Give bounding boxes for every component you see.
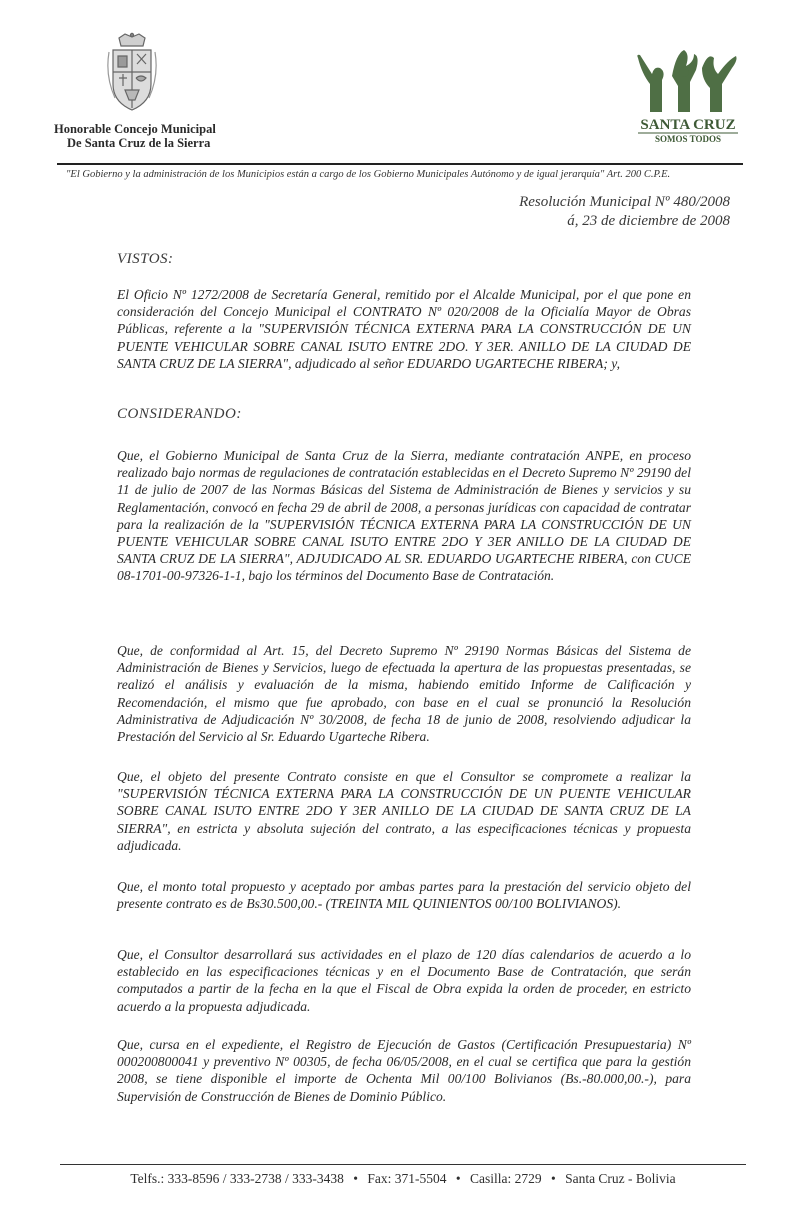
considerando-paragraph-6: Que, cursa en el expediente, el Registro de Ejecución de Gastos (Certificación Presupuestaria) Nº 000200800041 y preventivo Nº 00305, de fecha 06/05/2008, en el cual se certifica que para la gestión 2008, se tiene disponible el importe de Ochenta Mil 00/100 Bolivianos (Bs.-80.000,00.-), para Supervisión de Construcción de Bienes de Dominio Público.: [117, 1037, 691, 1104]
logo-text-top: SANTA CRUZ: [640, 117, 736, 133]
considerando-heading: CONSIDERANDO:: [117, 406, 242, 422]
santa-cruz-logo: [632, 48, 744, 144]
coat-of-arms-icon: [105, 32, 159, 114]
council-name-line1: Honorable Concejo Municipal: [54, 122, 216, 136]
considerando-paragraph-2: Que, de conformidad al Art. 15, del Decreto Supremo Nº 29190 Normas Básicas del Sistema de Administración de Bienes y Servicios, luego de efectuada la apertura de las propuestas presentadas, se realizó el análisis y evaluación de la misma, habiendo emitido Informe de Calificación y Recomendación, el mismo que fue aprobado, con base en el cual se pronunció la Resolución Administrativa de Adjudicación Nº 30/2008, de fecha 18 de junio de 2008, resolviendo adjudicar la Prestación del Servicio al Sr. Eduardo Ugarteche Ribera.: [117, 643, 691, 745]
footer-po-box: Casilla: 2729: [469, 1171, 542, 1186]
resolution-header: [430, 193, 730, 231]
footer-separator: •: [455, 1171, 461, 1186]
considerando-paragraph-5: Que, el Consultor desarrollará sus actividades en el plazo de 120 días calendarios de acuerdo a lo establecido en las especificaciones técnicas y en el Documento Base de Contratación, que serán computados a partir de la fecha en la que el Fiscal de Obra expida la orden de proceder, en estricto acuerdo a la propuesta adjudicada.: [117, 947, 691, 1014]
footer-phones: Telfs.: 333-8596 / 333-2738 / 333-3438: [130, 1171, 344, 1186]
footer-separator: •: [353, 1171, 358, 1186]
footer-fax: Fax: 371-5504: [367, 1171, 447, 1186]
footer-location: Santa Cruz - Bolivia: [565, 1171, 676, 1186]
header-divider: [57, 163, 743, 165]
council-name: [54, 122, 254, 150]
vistos-paragraph: El Oficio Nº 1272/2008 de Secretaría General, remitido por el Alcalde Municipal, por el que pone en consideración del Concejo Municipal el CONTRATO Nº 020/2008 de la Oficialía Mayor de Obras Públicas, referente a la "SUPERVISIÓN TÉCNICA EXTERNA PARA LA CONSTRUCCIÓN DE UN PUENTE VEHICULAR SOBRE CANAL ISUTO ENTRE 2DO. Y 3ER. ANILLO DE LA CIUDAD DE SANTA CRUZ DE LA SIERRA", adjudicado al señor EDUARDO UGARTECHE RIBERA; y,: [117, 287, 691, 371]
footer-contact: [60, 1171, 746, 1187]
footer-divider: [60, 1164, 746, 1165]
logo-text-bottom: SOMOS TODOS: [655, 134, 721, 144]
considerando-paragraph-3: Que, el objeto del presente Contrato consiste en que el Consultor se compromete a realizar la "SUPERVISIÓN TÉCNICA EXTERNA PARA LA CONSTRUCCIÓN DE UN PUENTE VEHICULAR SOBRE CANAL ISUTO ENTRE 2DO Y 3ER ANILLO DE LA CIUDAD DE SANTA CRUZ DE LA SIERRA", en estricta y absoluta sujeción del contrato, a las especificaciones técnicas y propuesta adjudicada.: [117, 769, 691, 853]
footer-separator: •: [550, 1171, 556, 1186]
considerando-paragraph-1: Que, el Gobierno Municipal de Santa Cruz de la Sierra, mediante contratación ANPE, en proceso realizado bajo normas de regulaciones de contratación establecidas en el Decreto Supremo Nº 29190 del 11 de julio de 2007 de las Normas Básicas del Sistema de Administración de Bienes y servicios y su Reglamentación, convocó en fecha 29 de abril de 2008, a personas jurídicas con capacidad de contratar para la realización de la "SUPERVISIÓN TÉCNICA EXTERNA PARA LA CONSTRUCCIÓN DE UN PUENTE VEHICULAR SOBRE CANAL ISUTO ENTRE 2DO Y 3ER ANILLO DE LA CIUDAD DE SANTA CRUZ DE LA SIERRA", ADJUDICADO AL SR. EDUARDO UGARTECHE RIBERA, con CUCE 08-1701-00-97326-1-1, bajo los términos del Documento Base de Contratación.: [117, 448, 691, 584]
resolution-title: Resolución Municipal Nº 480/2008: [519, 194, 730, 210]
vistos-heading: VISTOS:: [117, 251, 174, 267]
resolution-date: á, 23 de diciembre de 2008: [567, 213, 730, 229]
council-name-line2: De Santa Cruz de la Sierra: [67, 136, 211, 150]
constitution-quote: "El Gobierno y la administración de los Municipios están a cargo de los Gobierno Municipales Autónomo y de igual jerarquía" Art. 200 C.P.E.: [66, 169, 671, 180]
considerando-paragraph-4: Que, el monto total propuesto y aceptado por ambas partes para la prestación del servicio objeto del presente contrato es de Bs30.500,00.- (TREINTA MIL QUINIENTOS 00/100 BOLIVIANOS).: [117, 879, 691, 912]
